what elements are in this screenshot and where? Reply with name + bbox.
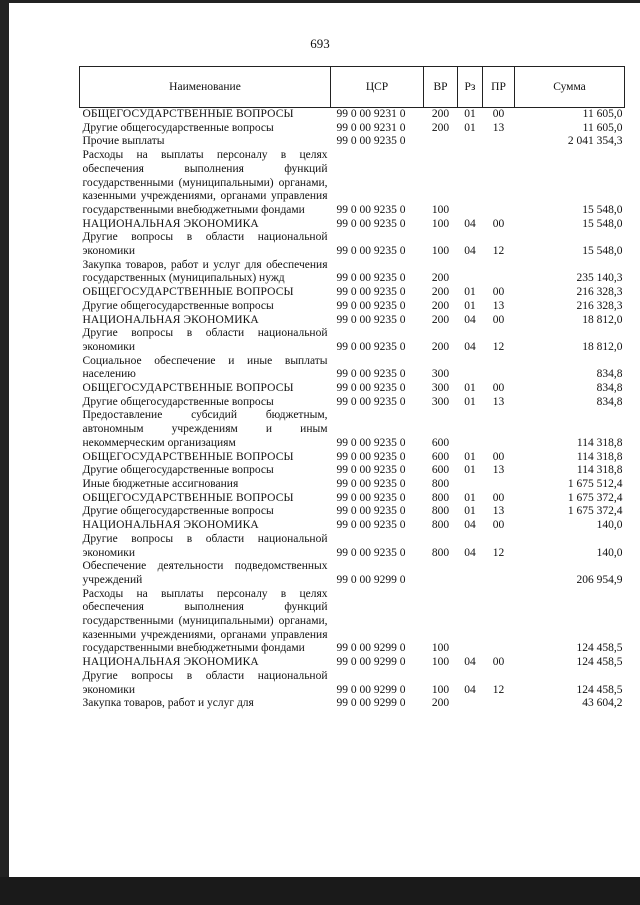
cell-name: Социальное обеспечение и иные выплаты населению [82,354,328,381]
cell-pr: 00 [492,519,505,532]
cell-csr: 99 0 00 9235 0 [336,135,406,148]
cell-pr: 00 [492,286,505,299]
cell-sum: 235 140,3 [576,272,623,285]
cell-rz [458,588,483,657]
cell-vr: 100 [431,683,450,696]
cell-vr: 800 [431,546,450,559]
cell-csr: 99 0 00 9299 0 [336,683,406,696]
cell-pr [483,478,515,492]
cell-csr: 99 0 00 9235 0 [336,313,406,326]
cell-sum: 124 458,5 [576,656,623,669]
table-row [80,588,625,657]
cell-name: Другие общегосударственные вопросы [82,464,274,477]
cell-rz [458,355,483,382]
cell-vr: 200 [431,697,450,710]
cell-csr: 99 0 00 9235 0 [336,203,406,216]
cell-csr: 99 0 00 9235 0 [336,286,406,299]
cell-name: НАЦИОНАЛЬНАЯ ЭКОНОМИКА [82,217,259,230]
cell-pr: 13 [492,505,505,518]
cell-pr: 12 [492,546,505,559]
cell-rz: 01 [464,299,476,312]
cell-sum: 124 458,5 [576,642,623,655]
cell-vr: 100 [431,245,450,258]
table-row [80,122,625,136]
cell-sum: 140,0 [596,546,623,559]
cell-name: ОБЩЕГОСУДАРСТВЕННЫЕ ВОПРОСЫ [82,382,294,395]
cell-vr: 300 [431,395,450,408]
cell-vr: 200 [431,299,450,312]
cell-pr [483,135,515,149]
cell-sum: 43 604,2 [582,697,623,710]
cell-rz: 01 [464,121,476,134]
cell-name: Другие общегосударственные вопросы [82,299,274,312]
scan-border-top [0,0,640,3]
cell-name: ОБЩЕГОСУДАРСТВЕННЫЕ ВОПРОСЫ [82,491,294,504]
cell-pr [483,149,515,218]
cell-rz: 04 [464,519,476,532]
cell-sum: 1 675 512,4 [567,477,623,490]
cell-name: Другие вопросы в области национальной экономики [82,532,328,559]
table-row [80,670,625,697]
cell-rz [458,697,483,711]
cell-name: Закупка товаров, работ и услуг для [82,697,254,710]
cell-csr: 99 0 00 9235 0 [336,464,406,477]
cell-rz: 01 [464,491,476,504]
cell-rz: 04 [464,656,476,669]
cell-name: Обеспечение деятельности подведомственных учреждений [82,560,328,586]
table-row [80,409,625,450]
cell-vr: 200 [431,286,450,299]
cell-csr: 99 0 00 9235 0 [336,299,406,312]
cell-rz: 04 [464,217,476,230]
cell-vr: 800 [431,519,450,532]
cell-name: Прочие выплаты [82,135,165,148]
cell-rz [458,478,483,492]
cell-vr: 200 [431,313,450,326]
cell-vr: 800 [431,505,450,518]
cell-vr: 800 [431,491,450,504]
cell-pr: 12 [492,245,505,258]
cell-csr: 99 0 00 9231 0 [336,121,406,134]
cell-csr: 99 0 00 9299 0 [336,642,406,655]
cell-name: НАЦИОНАЛЬНАЯ ЭКОНОМИКА [82,313,259,326]
cell-name: Другие вопросы в области национальной экономики [82,327,328,353]
cell-sum: 834,8 [596,382,623,395]
cell-vr: 100 [431,203,450,216]
cell-vr: 100 [431,656,450,669]
header-rz: Рз [458,67,483,108]
cell-vr: 600 [431,450,450,463]
table-row [80,560,625,587]
table-header [80,67,625,108]
header-vr: ВР [424,67,458,108]
header-csr: ЦСР [331,67,424,108]
table-row [80,314,625,328]
cell-name: Закупка товаров, работ и услуг для обеспечения государственных (муниципальных) нужд [82,258,328,285]
cell-sum: 15 548,0 [582,245,623,258]
cell-csr: 99 0 00 9235 0 [336,477,406,490]
table-row [80,697,625,711]
cell-rz: 04 [464,683,476,696]
table-row [80,451,625,465]
table-row [80,286,625,300]
cell-vr: 300 [431,368,450,381]
table-row [80,382,625,396]
cell-pr [483,355,515,382]
cell-vr: 100 [431,642,450,655]
cell-vr: 100 [431,217,450,230]
cell-pr [483,697,515,711]
cell-name: НАЦИОНАЛЬНАЯ ЭКОНОМИКА [82,656,259,669]
cell-rz [458,259,483,286]
cell-csr: 99 0 00 9235 0 [336,217,406,230]
cell-sum: 114 318,8 [576,450,623,463]
cell-sum: 15 548,0 [582,217,623,230]
cell-sum: 124 458,5 [576,683,623,696]
cell-name: Другие общегосударственные вопросы [82,121,274,134]
table-row [80,519,625,533]
table-row [80,505,625,519]
cell-name: Расходы на выплаты персоналу в целях обеспечения выполнения функций государственными (муниципальными) органами, казенными учреждениями, органами управления государственными внебюджетными фондами [82,149,328,216]
table-row [80,533,625,560]
page-number: 693 [310,36,330,51]
cell-sum: 2 041 354,3 [567,135,623,148]
cell-vr: 800 [431,477,450,490]
cell-vr: 600 [431,436,450,449]
cell-rz [458,409,483,450]
cell-vr: 200 [431,121,450,134]
cell-rz: 01 [464,395,476,408]
cell-pr: 13 [492,121,505,134]
cell-rz: 01 [464,286,476,299]
cell-name: Другие общегосударственные вопросы [82,505,274,518]
cell-name: ОБЩЕГОСУДАРСТВЕННЫЕ ВОПРОСЫ [82,286,294,299]
cell-csr: 99 0 00 9235 0 [336,395,406,408]
table-row [80,478,625,492]
cell-pr: 00 [492,217,505,230]
cell-sum: 15 548,0 [582,203,623,216]
cell-csr: 99 0 00 9235 0 [336,368,406,381]
cell-name: Другие вопросы в области национальной экономики [82,669,328,696]
table-row [80,355,625,382]
cell-sum: 11 605,0 [582,121,623,134]
cell-sum: 834,8 [596,368,623,381]
cell-csr: 99 0 00 9299 0 [336,573,406,586]
cell-pr: 00 [492,491,505,504]
cell-csr: 99 0 00 9235 0 [336,245,406,258]
cell-pr [483,409,515,450]
cell-rz: 01 [464,505,476,518]
cell-name: Предоставление субсидий бюджетным, автономным учреждениям и иным некоммерческим организациям [82,409,328,449]
cell-csr: 99 0 00 9235 0 [336,450,406,463]
cell-sum: 834,8 [596,395,623,408]
cell-csr: 99 0 00 9299 0 [336,656,406,669]
cell-name: Иные бюджетные ассигнования [82,477,239,490]
table-row [80,149,625,218]
cell-vr [424,135,458,149]
table-row [80,396,625,410]
cell-sum: 114 318,8 [576,464,623,477]
cell-csr: 99 0 00 9231 0 [336,108,406,120]
cell-pr [483,259,515,286]
table-row [80,259,625,286]
cell-vr: 200 [431,272,450,285]
header-pr: ПР [483,67,515,108]
cell-rz: 01 [464,108,476,120]
cell-rz: 01 [464,450,476,463]
cell-vr: 600 [431,464,450,477]
cell-pr: 13 [492,464,505,477]
cell-pr [483,588,515,657]
table-row [80,218,625,232]
cell-pr [483,560,515,587]
cell-name: Расходы на выплаты персоналу в целях обеспечения выполнения функций государственными (муниципальными) органами, казенными учреждениями, органами управления государственными внебюджетными фондами [82,587,328,655]
cell-csr: 99 0 00 9235 0 [336,491,406,504]
cell-rz [458,560,483,587]
cell-csr: 99 0 00 9235 0 [336,272,406,285]
cell-pr: 00 [492,656,505,669]
cell-pr: 00 [492,450,505,463]
cell-sum: 114 318,8 [576,436,623,449]
cell-rz: 04 [464,340,476,353]
cell-vr: 200 [431,108,450,120]
cell-csr: 99 0 00 9235 0 [336,519,406,532]
cell-rz: 04 [464,313,476,326]
cell-sum: 11 605,0 [582,108,623,120]
cell-sum: 140,0 [596,519,623,532]
cell-vr [424,560,458,587]
cell-pr: 00 [492,382,505,395]
cell-name: Другие вопросы в области национальной экономики [82,231,328,258]
table-row [80,492,625,506]
table-row [80,108,625,122]
cell-sum: 1 675 372,4 [567,505,623,518]
cell-sum: 18 812,0 [582,313,623,326]
scan-border-bottom [0,877,640,905]
cell-pr: 13 [492,299,505,312]
cell-rz: 04 [464,245,476,258]
table-body [80,108,625,711]
cell-vr: 200 [431,340,450,353]
table-row [80,135,625,149]
cell-csr: 99 0 00 9235 0 [336,340,406,353]
cell-rz [458,149,483,218]
cell-sum: 18 812,0 [582,340,623,353]
cell-pr: 00 [492,313,505,326]
cell-csr: 99 0 00 9235 0 [336,436,406,449]
cell-csr: 99 0 00 9235 0 [336,546,406,559]
cell-rz: 01 [464,382,476,395]
cell-sum: 206 954,9 [576,573,623,586]
cell-name: ОБЩЕГОСУДАРСТВЕННЫЕ ВОПРОСЫ [82,450,294,463]
cell-vr: 300 [431,382,450,395]
header-sum: Сумма [515,67,625,108]
cell-pr: 12 [492,340,505,353]
cell-name: Другие общегосударственные вопросы [82,395,274,408]
cell-pr: 00 [492,108,505,120]
table-row [80,231,625,258]
budget-table [79,66,625,711]
table-row [80,327,625,354]
cell-rz [458,135,483,149]
cell-sum: 216 328,3 [576,286,623,299]
cell-csr: 99 0 00 9235 0 [336,382,406,395]
cell-csr: 99 0 00 9235 0 [336,505,406,518]
table-row [80,656,625,670]
cell-pr: 12 [492,683,505,696]
scan-border-left [0,0,9,905]
header-name: Наименование [80,67,331,108]
table-row [80,464,625,478]
cell-name: ОБЩЕГОСУДАРСТВЕННЫЕ ВОПРОСЫ [82,108,294,120]
cell-sum: 1 675 372,4 [567,491,623,504]
table-row [80,300,625,314]
cell-pr: 13 [492,395,505,408]
cell-csr: 99 0 00 9299 0 [336,697,406,710]
cell-rz: 04 [464,546,476,559]
cell-name: НАЦИОНАЛЬНАЯ ЭКОНОМИКА [82,519,259,532]
cell-rz: 01 [464,464,476,477]
cell-sum: 216 328,3 [576,299,623,312]
